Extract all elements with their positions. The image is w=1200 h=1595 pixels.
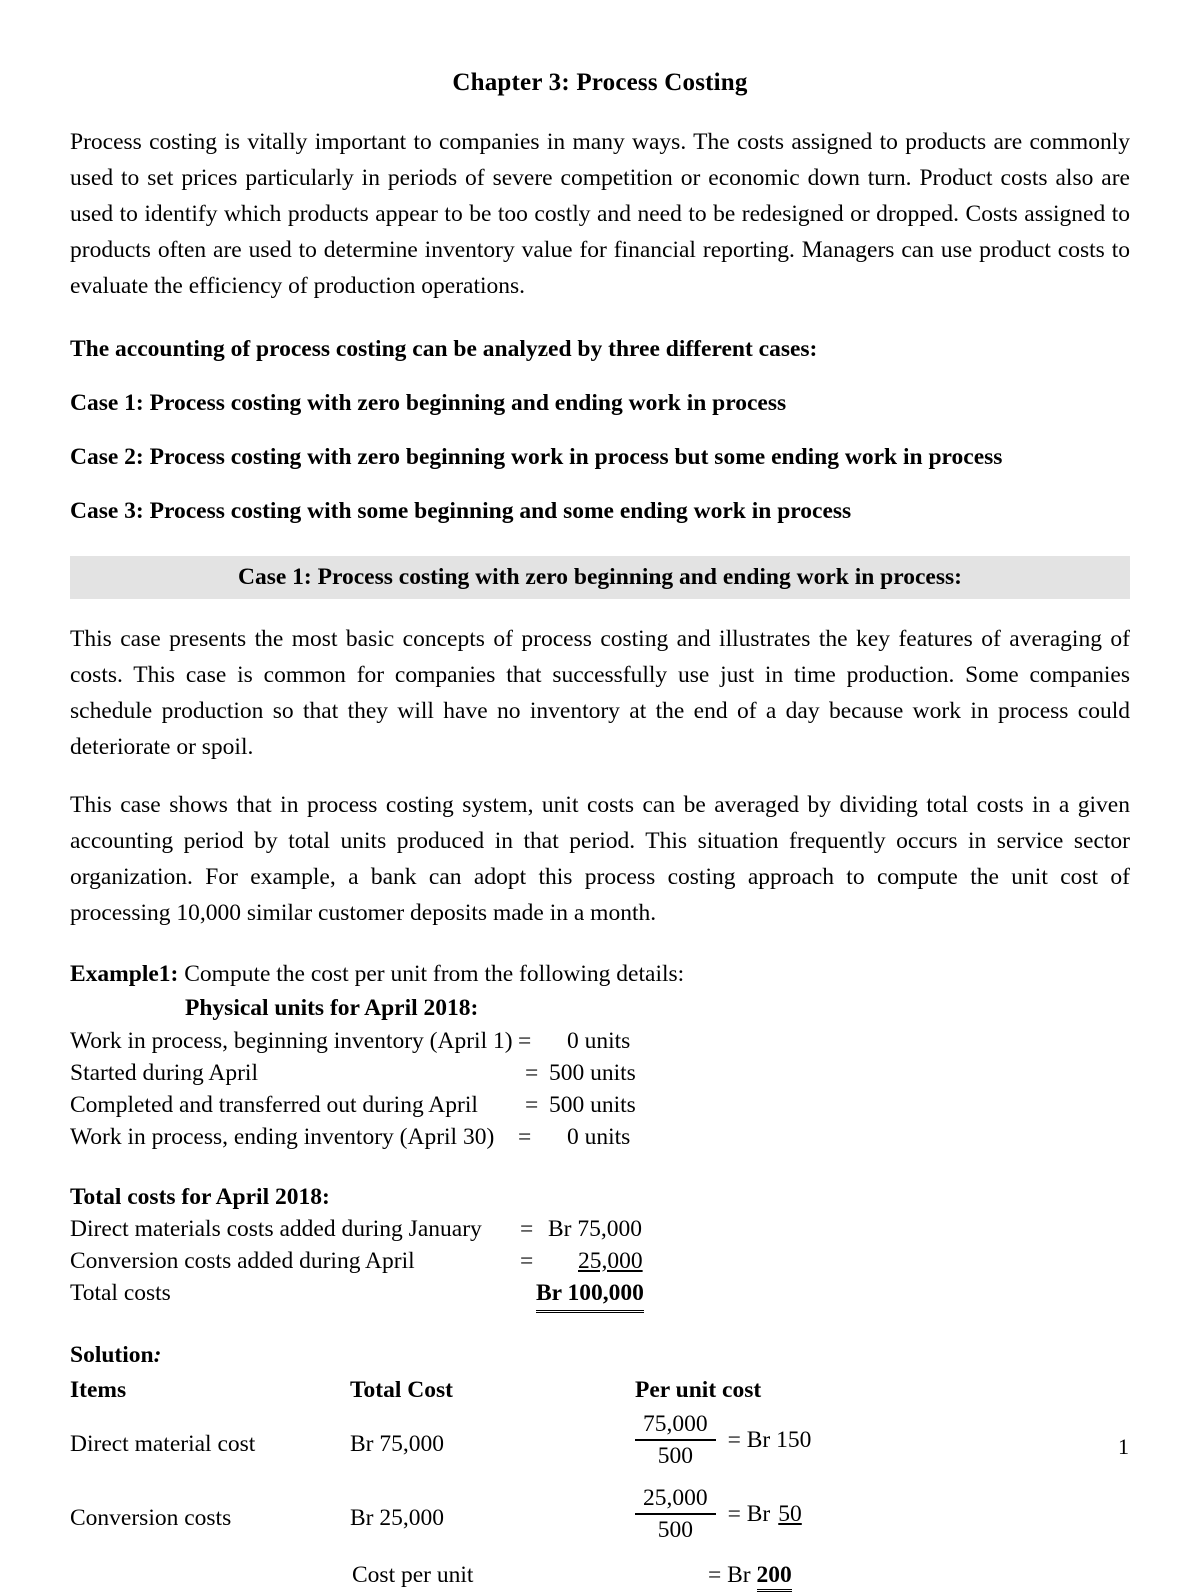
row-item-name: Direct material cost — [70, 1431, 256, 1457]
example-prompt-text: Compute the cost per unit from the following details: — [184, 961, 685, 987]
row-label: Work in process, ending inventory (April 30) — [70, 1124, 495, 1150]
total-costs-row — [70, 1245, 1130, 1277]
cost-per-unit-label: Cost per unit — [352, 1562, 474, 1588]
column-header-total-cost: Total Cost — [350, 1377, 453, 1403]
row-label: Completed and transferred out during April — [70, 1092, 478, 1118]
row-value: 500 units — [549, 1092, 636, 1118]
fraction-result-value: 50 — [778, 1500, 802, 1527]
column-header-per-unit-cost: Per unit cost — [635, 1377, 762, 1403]
fraction — [635, 1483, 716, 1545]
case1-banner: Case 1: Process costing with zero beginning and ending work in process: — [70, 556, 1130, 599]
solution-label — [70, 1339, 1130, 1371]
row-per-unit-cost — [635, 1409, 811, 1471]
solution-label-text: Solution — [70, 1342, 154, 1368]
case1-paragraph-1: This case presents the most basic concepts of process costing and illustrates the key features of averaging of costs. This case is common for companies that successfully use just in time production. Some companies schedule production so that they will have no inventory at the end of a day because work in process could deteriorate or spoil. — [70, 626, 1130, 760]
total-costs-row — [70, 1277, 1130, 1309]
cost-per-unit-value — [708, 1555, 792, 1595]
intro-paragraph: Process costing is vitally important to companies in many ways. The costs assigned to products are commonly used to set prices particularly in periods of severe competition or economic down turn. Product costs also are used to identify which products appear to be too costly and need to be redesigned or dropped. Costs assigned to products often are used to determine inventory value for financial reporting. Managers can use product costs to evaluate the efficiency of production operations. — [70, 129, 1130, 299]
row-equals: = — [525, 1092, 539, 1118]
physical-units-list — [70, 1025, 1130, 1153]
page-content — [70, 0, 1130, 1595]
column-header-items: Items — [70, 1377, 127, 1403]
row-per-unit-cost — [635, 1483, 802, 1545]
case-item-2: Case 2: Process costing with zero beginning work in process but some ending work in process — [70, 444, 1003, 470]
cost-per-unit-prefix: = Br — [708, 1562, 751, 1588]
row-equals: = — [520, 1248, 534, 1274]
fraction-result-prefix: = Br — [727, 1500, 771, 1527]
cost-per-unit-amount: 200 — [757, 1562, 792, 1592]
physical-units-heading: Physical units for April 2018: — [185, 995, 479, 1021]
row-equals: = — [520, 1216, 534, 1242]
table-row — [70, 1481, 1130, 1555]
row-value: 0 units — [567, 1028, 631, 1054]
total-costs-heading: Total costs for April 2018: — [70, 1184, 330, 1210]
fraction — [635, 1409, 716, 1471]
row-label: Total costs — [70, 1280, 171, 1306]
case-item-3: Case 3: Process costing with some beginning and some ending work in process — [70, 498, 852, 524]
example-prompt — [70, 957, 1130, 991]
physical-units-row — [70, 1089, 1130, 1121]
row-equals: = — [518, 1124, 532, 1150]
row-total-cost: Br 25,000 — [350, 1505, 444, 1531]
fraction-result: = Br 150 — [727, 1426, 812, 1453]
row-value: 500 units — [549, 1060, 636, 1086]
row-label: Direct materials costs added during January — [70, 1216, 482, 1242]
fraction-denominator: 500 — [635, 1513, 716, 1545]
cost-per-unit-row — [70, 1555, 1130, 1595]
solution-table — [70, 1373, 1130, 1595]
cases-intro-heading: The accounting of process costing can be analyzed by three different cases: — [70, 336, 818, 362]
table-row — [70, 1407, 1130, 1481]
case1-paragraph-2: This case shows that in process costing system, unit costs can be averaged by dividing total costs in a given accounting period by total units produced in that period. This situation frequently occurs in service sector organization. For example, a bank can adopt this process costing approach to compute the unit cost of processing 10,000 similar customer deposits made in a month. — [70, 792, 1130, 926]
page-title: Chapter 3: Process Costing — [452, 69, 748, 96]
row-label: Work in process, beginning inventory (April 1) — [70, 1028, 513, 1054]
physical-units-row — [70, 1025, 1130, 1057]
row-label: Started during April — [70, 1060, 258, 1086]
physical-units-row — [70, 1121, 1130, 1153]
row-value: Br 75,000 — [548, 1216, 642, 1242]
row-value-total: Br 100,000 — [536, 1277, 644, 1313]
solution-label-colon: : — [153, 1342, 162, 1368]
row-item-name: Conversion costs — [70, 1505, 232, 1531]
solution-table-header — [70, 1373, 1130, 1407]
fraction-denominator: 500 — [635, 1439, 716, 1471]
row-total-cost: Br 75,000 — [350, 1431, 444, 1457]
row-equals: = — [525, 1060, 539, 1086]
physical-units-row — [70, 1057, 1130, 1089]
row-equals: = — [518, 1028, 532, 1054]
fraction-numerator: 75,000 — [643, 1411, 708, 1437]
example-label: Example1: — [70, 961, 179, 987]
row-value: 25,000 — [578, 1248, 643, 1274]
row-label: Conversion costs added during April — [70, 1248, 415, 1274]
row-value: 0 units — [567, 1124, 631, 1150]
page-number: 1 — [1118, 1434, 1129, 1459]
case-item-1: Case 1: Process costing with zero beginning and ending work in process — [70, 390, 787, 416]
total-costs-row — [70, 1213, 1130, 1245]
total-costs-list — [70, 1213, 1130, 1309]
fraction-numerator: 25,000 — [643, 1485, 708, 1511]
